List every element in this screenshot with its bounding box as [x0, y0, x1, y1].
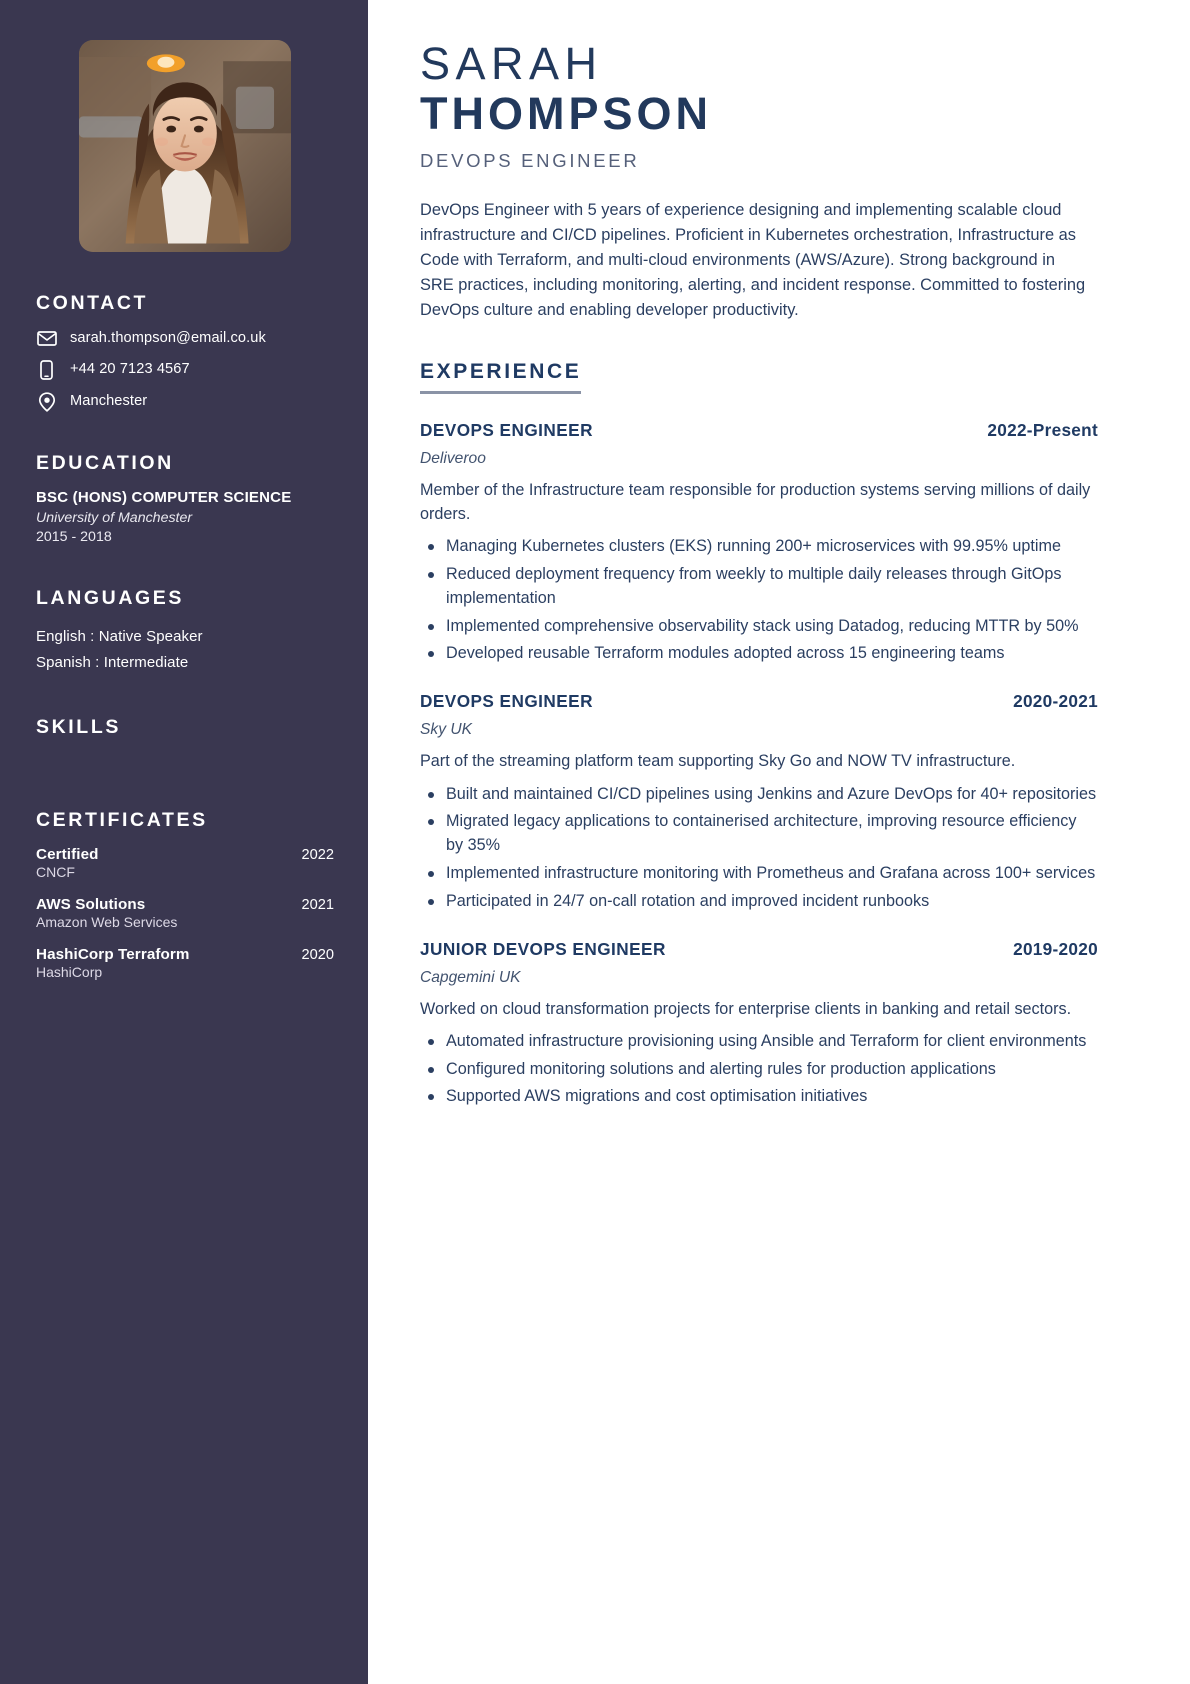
job-role: DEVOPS ENGINEER	[420, 691, 593, 712]
envelope-icon	[36, 331, 57, 346]
certificates-heading: CERTIFICATES	[36, 809, 208, 832]
job-bullet: Developed reusable Terraform modules adopted across 15 engineering teams	[420, 642, 1098, 666]
job-company: Deliveroo	[420, 449, 486, 467]
experience-entry-header	[420, 939, 1098, 960]
certificate-year: 2022	[301, 847, 334, 864]
job-description: Part of the streaming platform team supporting Sky Go and NOW TV infrastructure.	[420, 752, 1016, 771]
job-company: Capgemini UK	[420, 968, 521, 986]
job-bullet: Supported AWS migrations and cost optimisation initiatives	[420, 1085, 1098, 1109]
contact-item-location[interactable]	[36, 392, 334, 412]
job-description: Worked on cloud transformation projects for enterprise clients in banking and retail sectors.	[420, 999, 1072, 1018]
education-degree: BSC (HONS) COMPUTER SCIENCE	[36, 488, 292, 506]
job-bullet: Automated infrastructure provisioning using Ansible and Terraform for client environments	[420, 1030, 1098, 1054]
skills-list	[36, 753, 334, 769]
certificate-name: HashiCorp Terraform	[36, 946, 190, 964]
job-role: JUNIOR DEVOPS ENGINEER	[420, 938, 666, 959]
job-bullet: Configured monitoring solutions and alerting rules for production applications	[420, 1058, 1098, 1082]
certificate-item	[36, 896, 334, 930]
skills-heading: SKILLS	[36, 716, 121, 739]
job-bullet: Built and maintained CI/CD pipelines using Jenkins and Azure DevOps for 40+ repositories	[420, 783, 1098, 807]
job-bullet: Reduced deployment frequency from weekly to multiple daily releases through GitOps implementation	[420, 563, 1098, 611]
job-dates: 2019-2020	[1013, 938, 1098, 959]
job-bullet: Participated in 24/7 on-call rotation and improved incident runbooks	[420, 890, 1098, 914]
certificate-header	[36, 846, 334, 863]
languages-list	[36, 624, 334, 677]
job-bullet-list	[420, 783, 1098, 914]
certificate-issuer: Amazon Web Services	[36, 914, 178, 931]
first-name: SARAH	[420, 38, 603, 89]
professional-summary: DevOps Engineer with 5 years of experience designing and implementing scalable cloud infrastructure and CI/CD pipelines. Proficient in Kubernetes orchestration, Infrastructure as Code with Terraform, and multi-cloud environments (AWS/Azure). Strong background in SRE practices, including monitoring, alerting, and incident response. Committed to fostering DevOps culture and enabling developer productivity.	[420, 201, 1086, 320]
certificate-issuer: CNCF	[36, 864, 75, 881]
job-company: Sky UK	[420, 721, 472, 739]
job-bullet: Implemented infrastructure monitoring with Prometheus and Grafana across 100+ services	[420, 862, 1098, 886]
job-bullet-list	[420, 1030, 1098, 1109]
education-item	[36, 489, 334, 547]
education-heading: EDUCATION	[36, 451, 174, 474]
job-dates: 2022-Present	[987, 419, 1098, 440]
certificate-item	[36, 946, 334, 980]
experience-entry	[420, 939, 1098, 1110]
certificate-item	[36, 846, 334, 880]
contact-location-text: Manchester	[70, 393, 148, 410]
job-bullet: Implemented comprehensive observability stack using Datadog, reducing MTTR by 50%	[420, 615, 1098, 639]
phone-icon	[36, 360, 57, 380]
location-pin-icon	[36, 392, 57, 412]
experience-entry-header	[420, 420, 1098, 441]
certificate-year: 2020	[301, 947, 334, 964]
professional-title: DEVOPS ENGINEER	[420, 150, 640, 172]
job-role: DEVOPS ENGINEER	[420, 419, 593, 440]
certificate-name: Certified	[36, 846, 99, 864]
contact-heading: CONTACT	[36, 292, 149, 314]
language-item: English : Native Speaker	[36, 627, 203, 645]
certificate-header	[36, 946, 334, 963]
education-school: University of Manchester	[36, 509, 193, 526]
contact-item-phone[interactable]	[36, 360, 334, 380]
job-bullet-list	[420, 535, 1098, 666]
contact-email-text: sarah.thompson@email.co.uk	[70, 330, 266, 346]
job-description: Member of the Infrastructure team responsible for production systems serving millions of daily orders.	[420, 480, 1091, 523]
certificate-issuer: HashiCorp	[36, 964, 103, 981]
certificate-header	[36, 896, 334, 913]
certificate-year: 2021	[301, 897, 334, 914]
education-dates: 2015 - 2018	[36, 529, 112, 546]
last-name: THOMPSON	[420, 87, 713, 139]
experience-entry	[420, 420, 1098, 667]
language-item: Spanish : Intermediate	[36, 653, 189, 671]
sidebar	[0, 0, 368, 1684]
experience-entry	[420, 691, 1098, 913]
experience-entry-header	[420, 691, 1098, 712]
main-content	[368, 0, 1190, 1684]
avatar	[79, 40, 291, 252]
certificate-name: AWS Solutions	[36, 896, 146, 914]
languages-heading: LANGUAGES	[36, 586, 184, 609]
job-bullet: Managing Kubernetes clusters (EKS) running 200+ microservices with 99.95% uptime	[420, 535, 1098, 559]
profile-photo-illustration	[79, 40, 291, 252]
experience-section-heading: EXPERIENCE	[420, 360, 581, 394]
contact-phone-text: +44 20 7123 4567	[70, 361, 190, 378]
job-bullet: Migrated legacy applications to containerised architecture, improving resource efficiency by 35%	[420, 810, 1098, 858]
job-dates: 2020-2021	[1013, 691, 1098, 712]
contact-item-email[interactable]	[36, 329, 334, 348]
